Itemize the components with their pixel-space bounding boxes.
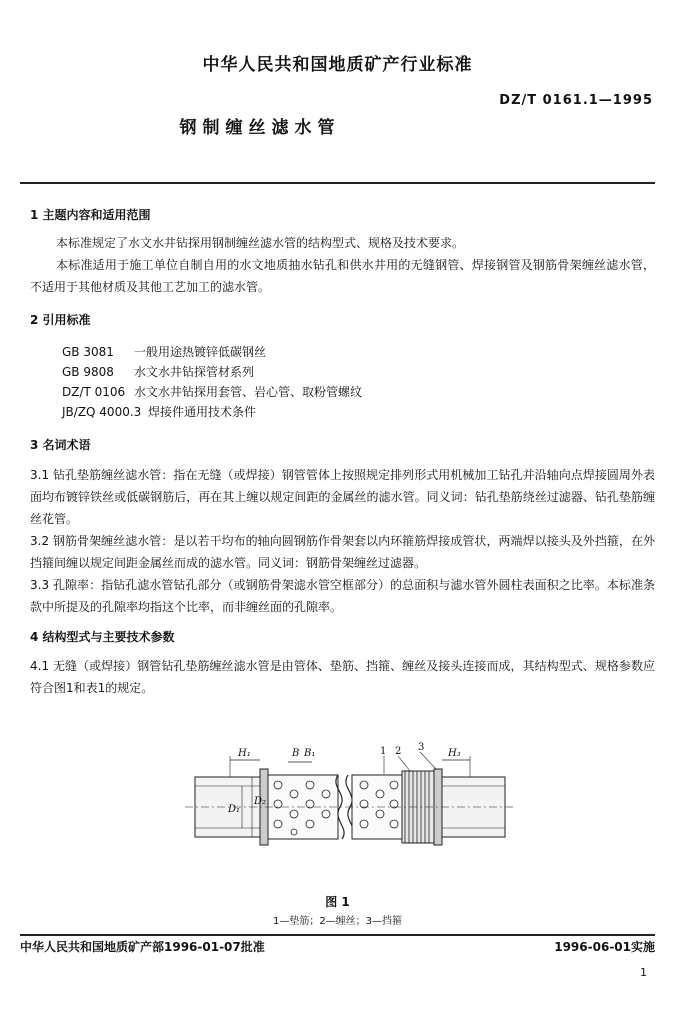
dimension-h3-label: H₃ <box>448 748 461 759</box>
section-1-paragraph-2: 本标准适用于施工单位自制自用的水文地质抽水钻孔和供水井用的无缝钢管、焊接钢管及钢筋骨架缠丝滤水管，不适用于其他材质及其他工艺加工的滤水管。 <box>30 258 655 294</box>
reference-code: GB 3081 <box>62 345 114 359</box>
section-4-heading: 4 结构型式与主要技术参数 <box>30 630 175 644</box>
page-number: 1 <box>640 966 647 979</box>
section-3-heading: 3 名词术语 <box>30 438 91 452</box>
reference-code: JB/ZQ 4000.3 <box>62 405 142 419</box>
figure-caption: 图 1 <box>325 895 350 909</box>
header-divider <box>20 182 655 184</box>
reference-item <box>62 363 254 380</box>
approval-statement: 中华人民共和国地质矿产部1996-01-07批准 <box>20 940 265 954</box>
section-1-paragraph-1: 本标准规定了水文水井钻探用钢制缠丝滤水管的结构型式、规格及技术要求。 <box>56 236 465 250</box>
dimension-d2-label: D₂ <box>254 796 267 807</box>
dimension-h1-label: H₁ <box>238 748 251 759</box>
dimension-b1-label: B₁ <box>304 748 316 759</box>
part-2-label: 2 <box>395 746 402 757</box>
part-3-label: 3 <box>418 742 425 753</box>
part-1-label: 1 <box>380 746 387 757</box>
document-title: 钢制缠丝滤水管 <box>179 118 341 138</box>
term-3-1: 3.1 钻孔垫筋缠丝滤水管：指在无缝（或焊接）钢管管体上按照规定排列形式用机械加工钻孔并沿轴向点焊接圆周外表面均布镀锌铁丝或低碳钢筋后，再在其上缠以规定间距的金属丝的滤水管。同义词：钻孔垫筋绕丝过滤器、钻孔垫筋缠丝花管。 <box>30 468 655 526</box>
term-3-2: 3.2 钢筋骨架缠丝滤水管：是以若干均布的轴向圆钢筋作骨架套以内环箍筋焊接成管状，两端焊以接头及外挡箍，在外挡箍间缠以规定间距金属丝而成的滤水管。同义词：钢筋骨架缠丝过滤器。 <box>30 534 655 570</box>
reference-title: 焊接件通用技术条件 <box>148 405 257 419</box>
reference-code: DZ/T 0106 <box>62 385 126 399</box>
reference-title: 一般用途热镀锌低碳钢丝 <box>134 345 267 359</box>
dimension-d1-label: D₁ <box>228 804 241 815</box>
figure-legend: 1—垫筋；2—缠丝；3—挡箍 <box>272 916 403 927</box>
reference-item <box>62 403 256 420</box>
reference-title: 水文水井钻探管材系列 <box>134 365 255 379</box>
standard-code: DZ/T 0161.1—1995 <box>499 93 653 108</box>
standard-organization-title: 中华人民共和国地质矿产行业标准 <box>202 55 473 75</box>
reference-code: GB 9808 <box>62 365 114 379</box>
dimension-b-label: B <box>292 748 300 759</box>
effective-date: 1996-06-01实施 <box>554 940 655 954</box>
section-1-heading: 1 主题内容和适用范围 <box>30 208 151 222</box>
figure-1-filter-pipe-diagram <box>180 742 520 872</box>
reference-item <box>62 383 362 400</box>
reference-item <box>62 343 266 360</box>
section-2-heading: 2 引用标准 <box>30 313 91 327</box>
term-3-3: 3.3 孔隙率：指钻孔滤水管钻孔部分（或钢筋骨架滤水管空框部分）的总面积与滤水管外圆柱表面积之比率。本标准条款中所提及的孔隙率均指这个比率，而非缠丝面的孔隙率。 <box>30 578 655 614</box>
reference-title: 水文水井钻探用套管、岩心管、取粉管螺纹 <box>134 385 363 399</box>
clause-4-1: 4.1 无缝（或焊接）钢管钻孔垫筋缠丝滤水管是由管体、垫筋、挡箍、缠丝及接头连接而成，其结构型式、规格参数应符合图1和表1的规定。 <box>30 659 655 695</box>
footer-divider <box>20 934 655 936</box>
